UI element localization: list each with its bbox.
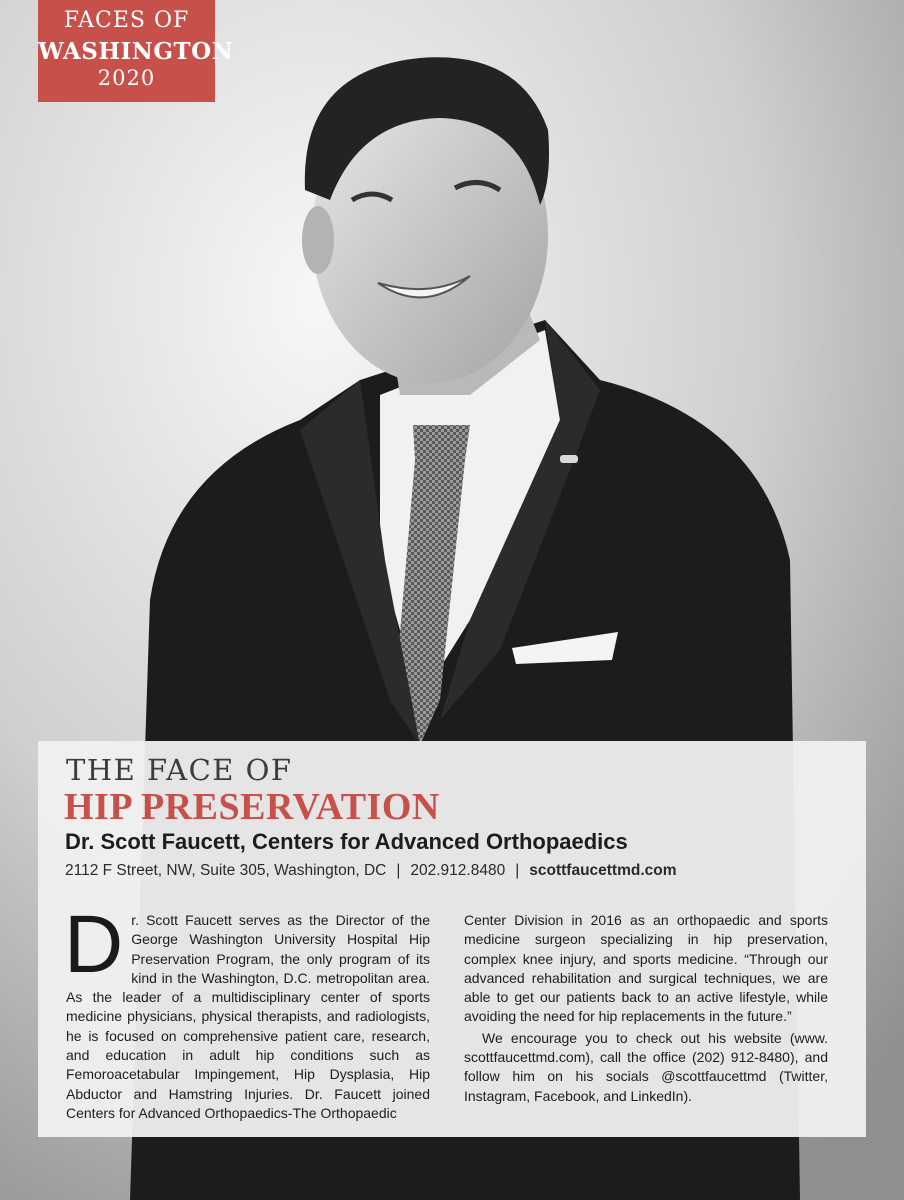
badge-line-2: WASHINGTON [38, 38, 234, 65]
faces-of-washington-badge [38, 0, 234, 102]
article-panel [38, 741, 866, 1137]
article-kicker: THE FACE OF [66, 753, 293, 787]
badge-line-1: FACES OF [63, 8, 190, 33]
article-headline: HIP PRESERVATION [64, 786, 440, 828]
contact-line [65, 862, 677, 880]
article-column-right [464, 911, 828, 1106]
badge-year: 2020 [97, 66, 156, 90]
paragraph-1-part-1: r. Scott Faucett serves as the Director of the George Washington University Hospital Hip Preservation Program, the only program of its kind in the Washington, D.C. metropolitan area. As the leader of a multidisciplinary center of sports medicine physicians, physical therapists, and radiologists, he is focused on comprehensive patient care, research, and education in adult hip conditions such as Femoroacetabular Impingement, Hip Dysplasia, Hip Abductor and Hamstring Injuries. Dr. Faucett joined Centers for Advanced Orthopaedics-The Orthopaedic [66, 912, 430, 1121]
phone-number: 202.912.8480 [410, 862, 506, 879]
street-address: 2112 F Street, NW, Suite 305, Washington, DC [65, 862, 387, 879]
separator: | [396, 862, 401, 879]
website-link[interactable]: scottfaucettmd.com [529, 862, 677, 879]
article-column-left [64, 899, 430, 1123]
drop-cap: D [64, 899, 124, 990]
article-paragraph-1 [64, 899, 430, 1123]
separator: | [515, 862, 520, 879]
doctor-name: Dr. Scott Faucett, Centers for Advanced Orthopaedics [65, 829, 628, 854]
article-paragraph-2: We encourage you to check out his website (www. scottfaucettmd.com), call the office (202) 912-8480), and follow him on his socials @scottfaucettmd (Twitter, Instagram, Facebook, and LinkedIn). [464, 1029, 828, 1104]
paragraph-1-part-2: Center Division in 2016 as an orthopaedic and sports medicine surgeon specializing in hip preservation, complex knee injury, and sports medicine. “Through our advanced rehabilitation and surgical techniques, we are able to get our patients back to an active lifestyle, while avoiding the need for hip replacements in the future.” [464, 912, 828, 1025]
